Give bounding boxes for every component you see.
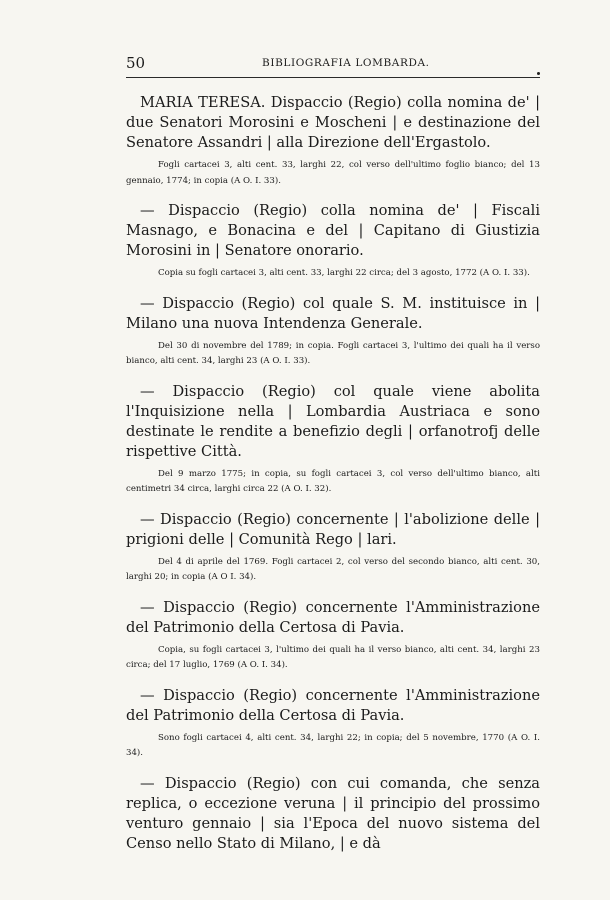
entry-description: Del 4 di aprile del 1769. Fogli cartacei 2, col verso del secondo bianco, alti cent. 30, larghi 20; in copia (A O I. 34). — [126, 556, 540, 582]
entry-description: Copia, su fogli cartacei 3, l'ultimo dei quali ha il verso bianco, alti cent. 34, larghi 23 circa; del 17 luglio, 1769 (A O. I. 34). — [126, 644, 540, 670]
entry-description: Copia su fogli cartacei 3, alti cent. 33, larghi 22 circa; del 3 agosto, 1772 (A O. I. 33). — [158, 268, 530, 278]
entry-title: — Dispaccio (Regio) colla nomina de' | Fiscali Masnago, e Bonacina e del | Capitano di Giustizia Morosini in | Senatore onorario. — [126, 202, 540, 259]
entry-title: — Dispaccio (Regio) concernente | l'abolizione delle | prigioni delle | Comunità Rego | lari. — [126, 510, 540, 548]
running-title: BIBLIOGRAFIA LOMBARDA. — [262, 57, 430, 69]
catalog-entry — [126, 294, 540, 370]
header-rule — [126, 77, 540, 78]
catalog-entry — [126, 510, 540, 586]
page-body — [126, 93, 540, 866]
catalog-entry — [126, 382, 540, 498]
catalog-entry — [126, 774, 540, 854]
entry-title: — Dispaccio (Regio) concernente l'Amministrazione del Patrimonio della Certosa di Pavia. — [126, 598, 540, 636]
entry-title: — Dispaccio (Regio) concernente l'Amministrazione del Patrimonio della Certosa di Pavia. — [126, 686, 540, 724]
entry-description: Del 9 marzo 1775; in copia, su fogli cartacei 3, col verso dell'ultimo bianco, alti centimetri 34 circa, larghi circa 22 (A O. I. 32). — [126, 468, 540, 494]
catalog-entry — [126, 93, 540, 189]
page-number: 50 — [126, 54, 146, 72]
catalog-entry — [126, 201, 540, 282]
ink-dot — [537, 72, 540, 75]
catalog-entry — [126, 598, 540, 674]
entry-title: — Dispaccio (Regio) con cui comanda, che senza replica, o eccezione veruna | il principio del prossimo venturo gennaio | sia l'Epoca del nuovo sistema del Censo nello Stato di Milano, | e dà — [126, 774, 540, 852]
page-header — [126, 54, 540, 72]
entry-title: MARIA TERESA. Dispaccio (Regio) colla nomina de' | due Senatori Morosini e Moscheni | e destinazione del Senatore Assandri | alla Direzione dell'Ergastolo. — [126, 94, 540, 151]
entry-description: Del 30 di novembre del 1789; in copia. Fogli cartacei 3, l'ultimo dei quali ha il verso bianco, alti cent. 34, larghi 23 (A O. I. 33). — [126, 340, 540, 366]
entry-description: Fogli cartacei 3, alti cent. 33, larghi 22, col verso dell'ultimo foglio bianco; del 13 gennaio, 1774; in copia (A O. I. 33). — [126, 160, 540, 186]
entry-title: — Dispaccio (Regio) col quale S. M. instituisce in | Milano una nuova Intendenza Generale. — [126, 294, 540, 332]
entry-description: Sono fogli cartacei 4, alti cent. 34, larghi 22; in copia; del 5 novembre, 1770 (A O. I. 34). — [126, 732, 540, 758]
catalog-entry — [126, 686, 540, 762]
entry-title: — Dispaccio (Regio) col quale viene abolita l'Inquisizione nella | Lombardia Austriaca e sono destinate le rendite a benefizio degli | orfanotrofj delle rispettive Città. — [126, 382, 540, 460]
